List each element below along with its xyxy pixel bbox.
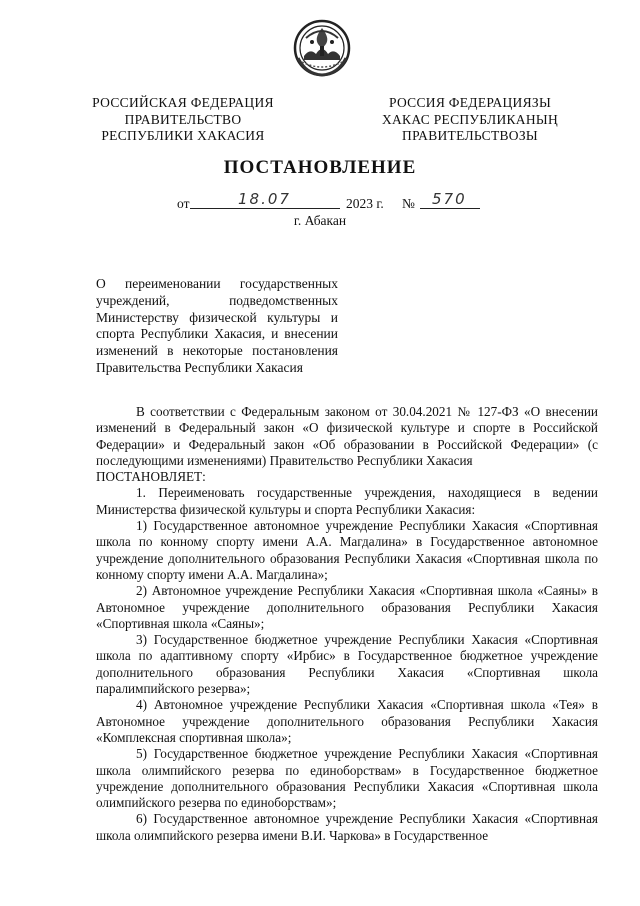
date-from-label: от: [177, 196, 190, 211]
coat-of-arms-icon: [292, 18, 352, 78]
body-item: 6) Государственное автономное учреждение Республики Хакасия «Спортивная школа олимпийского резерва имени В.И. Чаркова» в Государственное: [96, 811, 598, 843]
subject-title: О переименовании государственных учреждений, подведомственных Министерству физической культуры и спорта Республики Хакасия, и внесении изменений в некоторые постановления Правительства Республики Хакасия: [96, 276, 338, 375]
body-item: 5) Государственное бюджетное учреждение Республики Хакасия «Спортивная школа олимпийского резерва по единоборствам» в Государственное бюджетное учреждение дополнительного образования Республики Хакасия «Спортивная школа олимпийского резерва по единоборствам»;: [96, 746, 598, 811]
number-handwritten: 570: [432, 190, 467, 208]
date-year: 2023 г.: [346, 196, 384, 211]
header-right-line: РОССИЯ ФЕДЕРАЦИЯЗЫ: [388, 95, 552, 110]
decree-word: ПОСТАНОВЛЯЕТ:: [96, 469, 206, 485]
body-item: 1) Государственное автономное учреждение Республики Хакасия «Спортивная школа по конному спорту имени А.А. Магдалина» в Государственное автономное учреждение дополнительного образования Республики Хакасия «Спортивная школа по конному спорту имени А.А. Магдалина»;: [96, 518, 598, 582]
header-left-line: РЕСПУБЛИКИ ХАКАСИЯ: [101, 128, 265, 143]
header-left: [88, 95, 278, 145]
date-handwritten: 18.07: [238, 190, 291, 208]
document-title: ПОСТАНОВЛЕНИЕ: [223, 157, 417, 178]
body-item: 3) Государственное бюджетное учреждение Республики Хакасия «Спортивная школа по адаптивному спорту «Ирбис» в Государственное бюджетное учреждение дополнительного образования Республики Хакасия «Спортивная школа паралимпийского резерва»;: [96, 632, 598, 697]
header-right-line: ПРАВИТЕЛЬСТВОЗЫ: [402, 128, 538, 143]
header-left-line: ПРАВИТЕЛЬСТВО: [124, 111, 242, 127]
header-right-line: ХАКАС РЕСПУБЛИКАНЫҢ: [381, 111, 559, 127]
city: г. Абакан: [293, 213, 347, 228]
body-item: 4) Автономное учреждение Республики Хакасия «Спортивная школа «Тея» в Автономное учреждение дополнительного образования Республики Хакасия «Комплексная спортивная школа»;: [96, 697, 598, 745]
body-item: 2) Автономное учреждение Республики Хакасия «Спортивная школа «Саяны» в Автономное учреждение дополнительного образования Республики Хакасия «Спортивная школа «Саяны»;: [96, 583, 598, 631]
body-item: 1. Переименовать государственные учреждения, находящиеся в ведении Министерства физической культуры и спорта Республики Хакасия:: [96, 485, 598, 517]
header-right: [355, 95, 585, 145]
preamble: В соответствии с Федеральным законом от 30.04.2021 № 127-ФЗ «О внесении изменений в Федеральный закон «О физической культуре и спорте в Российской Федерации» и Федеральный закон «Об образовании в Российской Федерации» (с последующими изменениями) Правительство Республики Хакасия: [96, 404, 598, 468]
date-number-line: [0, 192, 640, 214]
header-left-line: РОССИЙСКАЯ ФЕДЕРАЦИЯ: [92, 95, 274, 110]
document-body: [96, 404, 598, 844]
number-label: №: [402, 196, 415, 211]
